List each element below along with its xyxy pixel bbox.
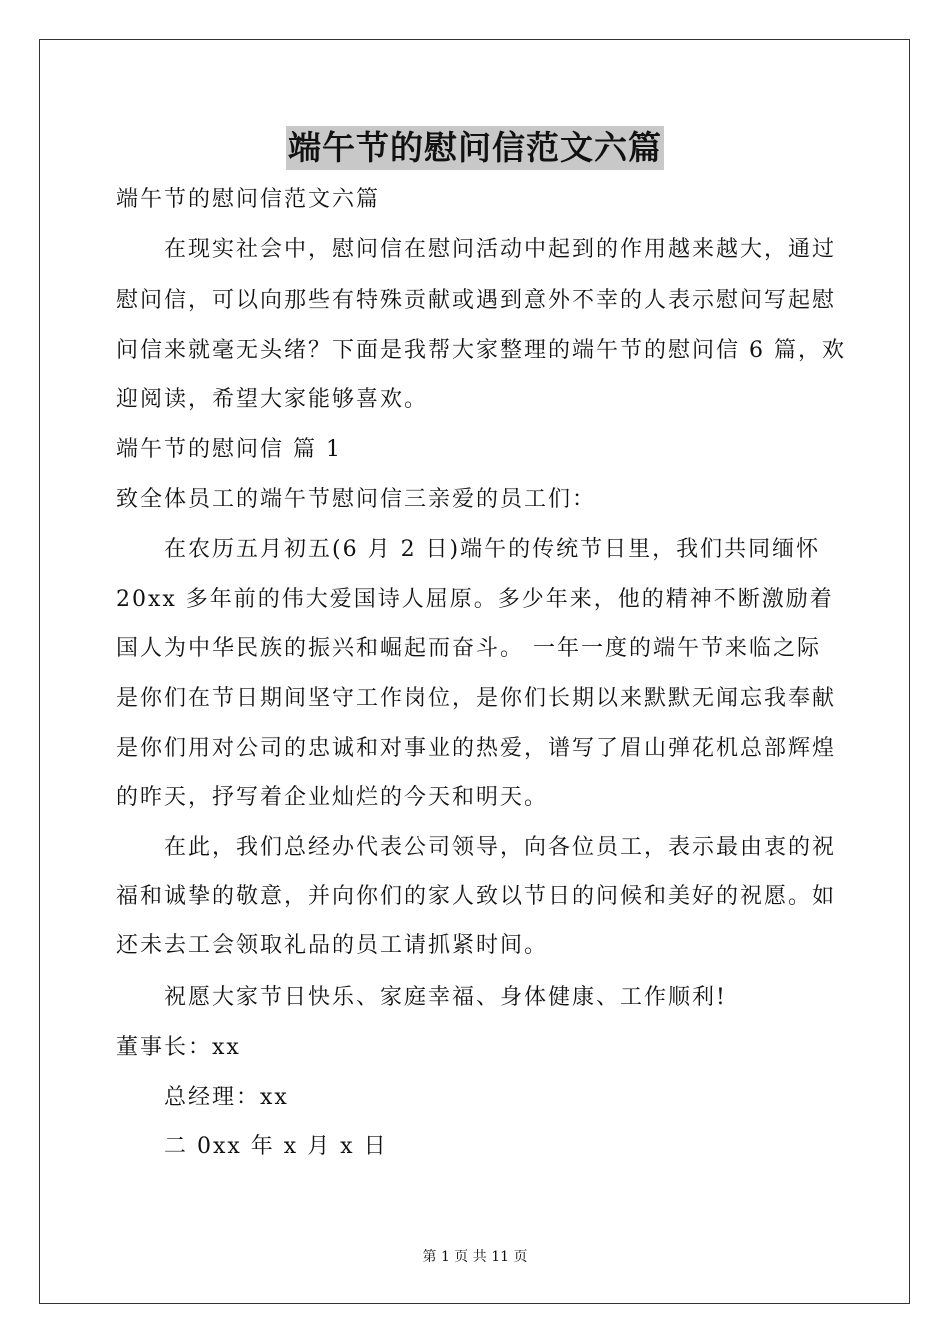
date-line: 二 0xx 年 x 月 x 日	[164, 1134, 388, 1159]
paragraph-line: 在现实社会中，慰问信在慰问活动中起到的作用越来越大，通过	[164, 237, 837, 262]
paragraph-line: 是你们用对公司的忠诚和对事业的热爱，谱写了眉山弹花机总部辉煌	[116, 736, 837, 761]
paragraph-line: 在此，我们总经办代表公司领导，向各位员工，表示最由衷的祝	[164, 835, 837, 860]
paragraph-line: 国人为中华民族的振兴和崛起而奋斗。 一年一度的端午节来临之际	[116, 636, 821, 661]
document-title-block	[0, 126, 950, 170]
subtitle-line: 端午节的慰问信范文六篇	[116, 187, 381, 212]
wishes-line: 祝愿大家节日快乐、家庭幸福、身体健康、工作顺利!	[164, 985, 727, 1010]
salutation-line: 致全体员工的端午节慰问信三亲爱的员工们：	[116, 487, 597, 512]
page-number-footer: 第 1 页 共 11 页	[422, 1249, 528, 1265]
page-border	[39, 39, 910, 1304]
paragraph-line: 迎阅读，希望大家能够喜欢。	[116, 387, 429, 412]
paragraph-line: 还未去工会领取礼品的员工请抓紧时间。	[116, 933, 549, 958]
paragraph-line: 慰问信，可以向那些有特殊贡献或遇到意外不幸的人表示慰问写起慰	[116, 288, 837, 313]
paragraph-line: 福和诚挚的敬意，并向你们的家人致以节日的问候和美好的祝愿。如	[116, 884, 837, 909]
document-title: 端午节的慰问信范文六篇	[286, 126, 664, 170]
paragraph-line: 问信来就毫无头绪？下面是我帮大家整理的端午节的慰问信 6 篇，欢	[116, 338, 846, 363]
paragraph-line: 20xx 多年前的伟大爱国诗人屈原。多少年来，他的精神不断激励着	[116, 587, 834, 612]
section-heading: 端午节的慰问信 篇 1	[116, 437, 342, 462]
paragraph-line: 在农历五月初五(6 月 2 日)端午的传统节日里，我们共同缅怀	[164, 537, 821, 562]
signature-chairman: 董事长：xx	[116, 1035, 241, 1060]
paragraph-line: 的昨天，抒写着企业灿烂的今天和明天。	[116, 785, 549, 810]
signature-general-manager: 总经理：xx	[164, 1085, 289, 1110]
paragraph-line: 是你们在节日期间坚守工作岗位，是你们长期以来默默无闻忘我奉献	[116, 686, 837, 711]
